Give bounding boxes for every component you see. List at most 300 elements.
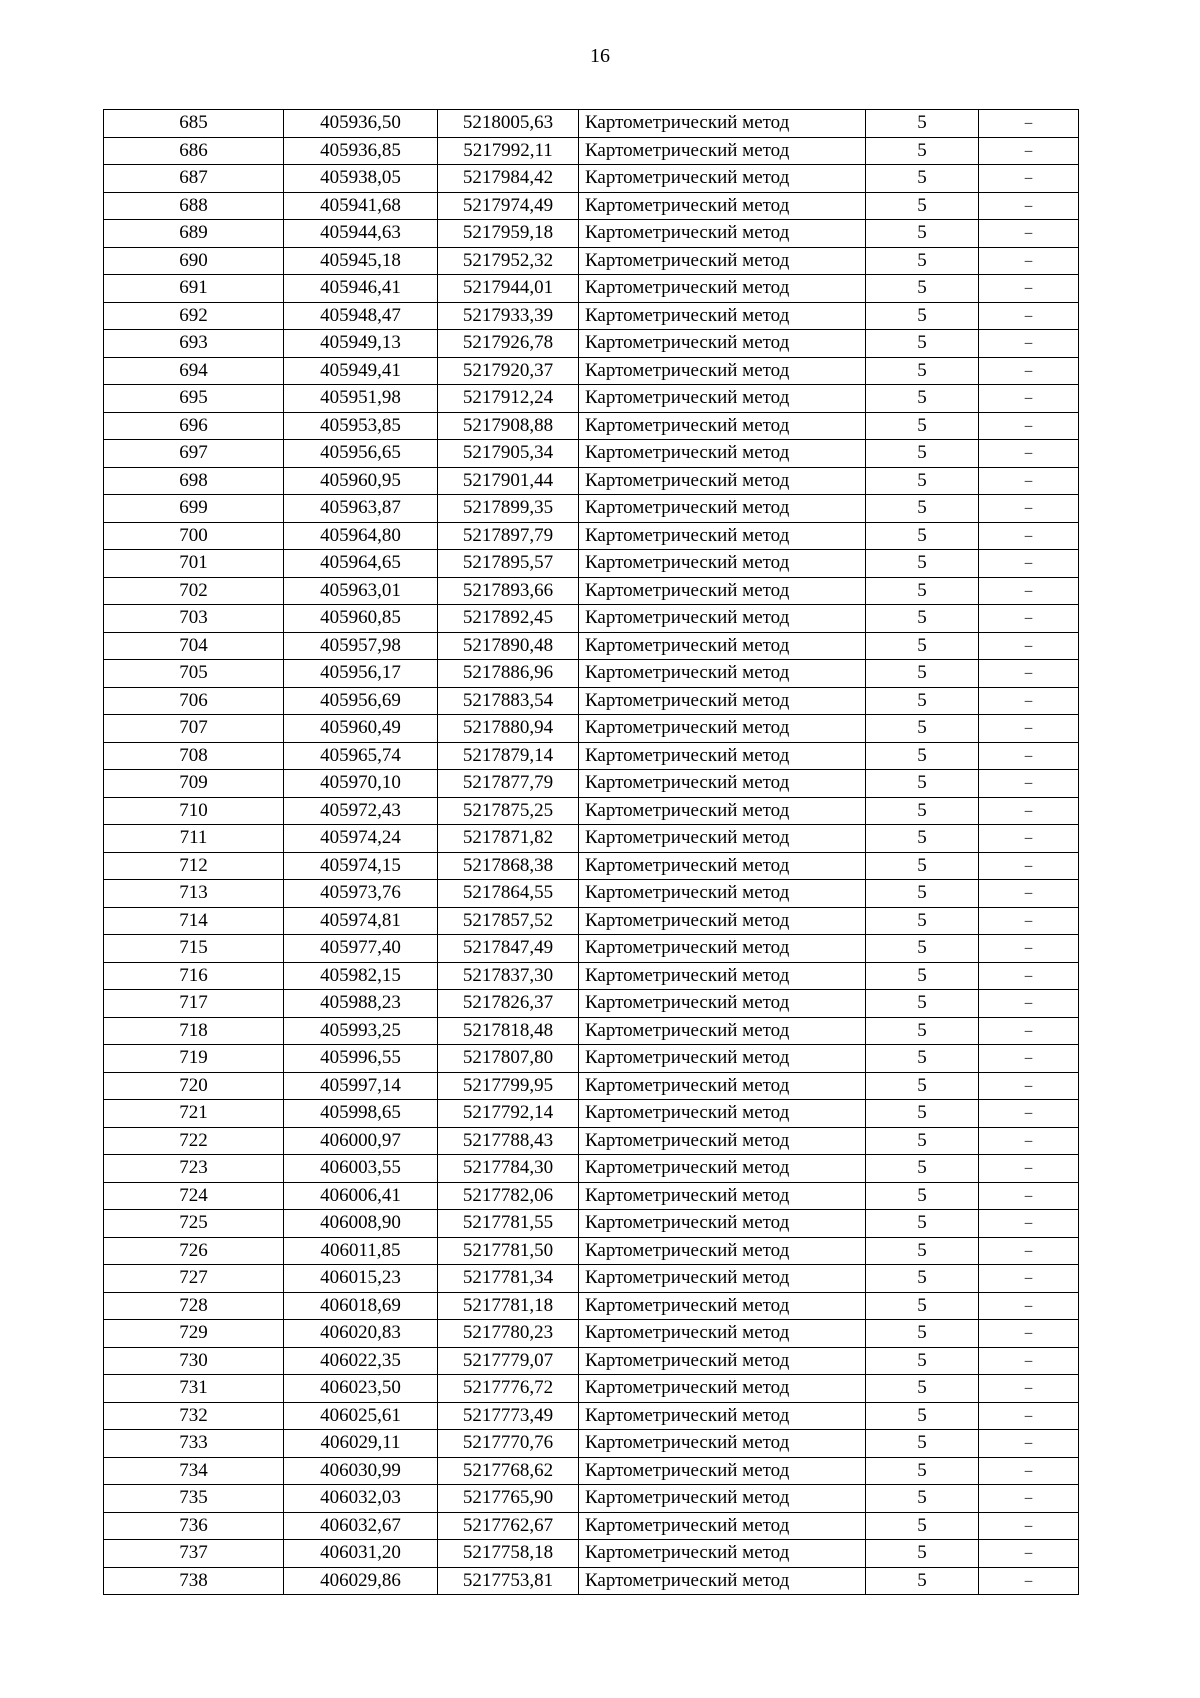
method-cell: Картометрический метод [579, 1100, 866, 1128]
x-coordinate-cell: 406032,67 [284, 1512, 438, 1540]
y-coordinate-cell: 5217890,48 [438, 632, 579, 660]
method-cell: Картометрический метод [579, 962, 866, 990]
table-row [104, 522, 1079, 550]
y-coordinate-cell: 5217893,66 [438, 577, 579, 605]
y-coordinate-cell: 5217758,18 [438, 1540, 579, 1568]
y-coordinate-cell: 5217920,37 [438, 357, 579, 385]
y-coordinate-cell: 5217875,25 [438, 797, 579, 825]
y-coordinate-cell: 5217781,18 [438, 1292, 579, 1320]
table-row [104, 467, 1079, 495]
note-cell: – [979, 1402, 1079, 1430]
point-number-cell: 737 [104, 1540, 284, 1568]
note-cell: – [979, 797, 1079, 825]
table-row [104, 495, 1079, 523]
accuracy-cell: 5 [866, 165, 979, 193]
x-coordinate-cell: 405996,55 [284, 1045, 438, 1073]
accuracy-cell: 5 [866, 1100, 979, 1128]
point-number-cell: 714 [104, 907, 284, 935]
accuracy-cell: 5 [866, 522, 979, 550]
point-number-cell: 698 [104, 467, 284, 495]
accuracy-cell: 5 [866, 907, 979, 935]
y-coordinate-cell: 5217799,95 [438, 1072, 579, 1100]
y-coordinate-cell: 5217952,32 [438, 247, 579, 275]
method-cell: Картометрический метод [579, 632, 866, 660]
point-number-cell: 722 [104, 1127, 284, 1155]
table-row [104, 440, 1079, 468]
x-coordinate-cell: 405936,85 [284, 137, 438, 165]
x-coordinate-cell: 405951,98 [284, 385, 438, 413]
accuracy-cell: 5 [866, 495, 979, 523]
point-number-cell: 725 [104, 1210, 284, 1238]
x-coordinate-cell: 405974,81 [284, 907, 438, 935]
point-number-cell: 723 [104, 1155, 284, 1183]
note-cell: – [979, 137, 1079, 165]
accuracy-cell: 5 [866, 357, 979, 385]
point-number-cell: 703 [104, 605, 284, 633]
method-cell: Картометрический метод [579, 1512, 866, 1540]
point-number-cell: 695 [104, 385, 284, 413]
table-row [104, 770, 1079, 798]
accuracy-cell: 5 [866, 412, 979, 440]
y-coordinate-cell: 5217792,14 [438, 1100, 579, 1128]
note-cell: – [979, 990, 1079, 1018]
method-cell: Картометрический метод [579, 1210, 866, 1238]
coordinates-table [103, 109, 1079, 1595]
note-cell: – [979, 302, 1079, 330]
method-cell: Картометрический метод [579, 1402, 866, 1430]
method-cell: Картометрический метод [579, 1127, 866, 1155]
y-coordinate-cell: 5217933,39 [438, 302, 579, 330]
note-cell: – [979, 1567, 1079, 1595]
note-cell: – [979, 1265, 1079, 1293]
x-coordinate-cell: 406030,99 [284, 1457, 438, 1485]
point-number-cell: 719 [104, 1045, 284, 1073]
y-coordinate-cell: 5217826,37 [438, 990, 579, 1018]
point-number-cell: 692 [104, 302, 284, 330]
method-cell: Картометрический метод [579, 1237, 866, 1265]
x-coordinate-cell: 405949,13 [284, 330, 438, 358]
accuracy-cell: 5 [866, 1182, 979, 1210]
method-cell: Картометрический метод [579, 412, 866, 440]
table-row [104, 605, 1079, 633]
note-cell: – [979, 1485, 1079, 1513]
x-coordinate-cell: 406006,41 [284, 1182, 438, 1210]
y-coordinate-cell: 5217837,30 [438, 962, 579, 990]
point-number-cell: 730 [104, 1347, 284, 1375]
method-cell: Картометрический метод [579, 302, 866, 330]
x-coordinate-cell: 405956,17 [284, 660, 438, 688]
note-cell: – [979, 495, 1079, 523]
x-coordinate-cell: 406015,23 [284, 1265, 438, 1293]
y-coordinate-cell: 5217880,94 [438, 715, 579, 743]
point-number-cell: 711 [104, 825, 284, 853]
accuracy-cell: 5 [866, 330, 979, 358]
x-coordinate-cell: 406032,03 [284, 1485, 438, 1513]
x-coordinate-cell: 405960,85 [284, 605, 438, 633]
point-number-cell: 696 [104, 412, 284, 440]
x-coordinate-cell: 405974,24 [284, 825, 438, 853]
x-coordinate-cell: 405977,40 [284, 935, 438, 963]
x-coordinate-cell: 405993,25 [284, 1017, 438, 1045]
note-cell: – [979, 1127, 1079, 1155]
x-coordinate-cell: 406003,55 [284, 1155, 438, 1183]
x-coordinate-cell: 405938,05 [284, 165, 438, 193]
accuracy-cell: 5 [866, 687, 979, 715]
x-coordinate-cell: 405982,15 [284, 962, 438, 990]
method-cell: Картометрический метод [579, 247, 866, 275]
y-coordinate-cell: 5217901,44 [438, 467, 579, 495]
x-coordinate-cell: 405963,01 [284, 577, 438, 605]
note-cell: – [979, 1237, 1079, 1265]
x-coordinate-cell: 405956,69 [284, 687, 438, 715]
point-number-cell: 707 [104, 715, 284, 743]
y-coordinate-cell: 5217984,42 [438, 165, 579, 193]
method-cell: Картометрический метод [579, 742, 866, 770]
y-coordinate-cell: 5217886,96 [438, 660, 579, 688]
table-row [104, 412, 1079, 440]
accuracy-cell: 5 [866, 1320, 979, 1348]
point-number-cell: 736 [104, 1512, 284, 1540]
point-number-cell: 685 [104, 110, 284, 138]
method-cell: Картометрический метод [579, 907, 866, 935]
y-coordinate-cell: 5217899,35 [438, 495, 579, 523]
table-row [104, 1155, 1079, 1183]
note-cell: – [979, 522, 1079, 550]
table-row [104, 192, 1079, 220]
method-cell: Картометрический метод [579, 1485, 866, 1513]
note-cell: – [979, 1100, 1079, 1128]
table-row [104, 302, 1079, 330]
x-coordinate-cell: 405972,43 [284, 797, 438, 825]
note-cell: – [979, 1155, 1079, 1183]
table-row [104, 110, 1079, 138]
table-row [104, 1127, 1079, 1155]
table-row [104, 1100, 1079, 1128]
accuracy-cell: 5 [866, 990, 979, 1018]
note-cell: – [979, 412, 1079, 440]
method-cell: Картометрический метод [579, 330, 866, 358]
y-coordinate-cell: 5217974,49 [438, 192, 579, 220]
point-number-cell: 728 [104, 1292, 284, 1320]
note-cell: – [979, 192, 1079, 220]
y-coordinate-cell: 5217779,07 [438, 1347, 579, 1375]
y-coordinate-cell: 5217762,67 [438, 1512, 579, 1540]
table-row [104, 247, 1079, 275]
y-coordinate-cell: 5218005,63 [438, 110, 579, 138]
method-cell: Картометрический метод [579, 495, 866, 523]
method-cell: Картометрический метод [579, 1540, 866, 1568]
y-coordinate-cell: 5217847,49 [438, 935, 579, 963]
table-row [104, 137, 1079, 165]
y-coordinate-cell: 5217857,52 [438, 907, 579, 935]
note-cell: – [979, 1320, 1079, 1348]
note-cell: – [979, 962, 1079, 990]
method-cell: Картометрический метод [579, 1292, 866, 1320]
x-coordinate-cell: 405948,47 [284, 302, 438, 330]
accuracy-cell: 5 [866, 1265, 979, 1293]
note-cell: – [979, 852, 1079, 880]
point-number-cell: 705 [104, 660, 284, 688]
note-cell: – [979, 440, 1079, 468]
x-coordinate-cell: 406020,83 [284, 1320, 438, 1348]
x-coordinate-cell: 406008,90 [284, 1210, 438, 1238]
point-number-cell: 733 [104, 1430, 284, 1458]
x-coordinate-cell: 406031,20 [284, 1540, 438, 1568]
accuracy-cell: 5 [866, 467, 979, 495]
x-coordinate-cell: 405970,10 [284, 770, 438, 798]
note-cell: – [979, 220, 1079, 248]
accuracy-cell: 5 [866, 770, 979, 798]
accuracy-cell: 5 [866, 1155, 979, 1183]
table-row [104, 660, 1079, 688]
point-number-cell: 738 [104, 1567, 284, 1595]
table-row [104, 1072, 1079, 1100]
x-coordinate-cell: 406000,97 [284, 1127, 438, 1155]
table-row [104, 825, 1079, 853]
method-cell: Картометрический метод [579, 1457, 866, 1485]
method-cell: Картометрический метод [579, 1567, 866, 1595]
method-cell: Картометрический метод [579, 770, 866, 798]
method-cell: Картометрический метод [579, 1182, 866, 1210]
table-row [104, 852, 1079, 880]
accuracy-cell: 5 [866, 962, 979, 990]
y-coordinate-cell: 5217864,55 [438, 880, 579, 908]
method-cell: Картометрический метод [579, 715, 866, 743]
note-cell: – [979, 467, 1079, 495]
note-cell: – [979, 687, 1079, 715]
y-coordinate-cell: 5217895,57 [438, 550, 579, 578]
x-coordinate-cell: 405960,95 [284, 467, 438, 495]
table-row [104, 797, 1079, 825]
table-row [104, 687, 1079, 715]
table-row [104, 1457, 1079, 1485]
note-cell: – [979, 1182, 1079, 1210]
x-coordinate-cell: 406022,35 [284, 1347, 438, 1375]
method-cell: Картометрический метод [579, 1320, 866, 1348]
note-cell: – [979, 550, 1079, 578]
point-number-cell: 694 [104, 357, 284, 385]
method-cell: Картометрический метод [579, 990, 866, 1018]
y-coordinate-cell: 5217877,79 [438, 770, 579, 798]
table-row [104, 1265, 1079, 1293]
table-row [104, 880, 1079, 908]
y-coordinate-cell: 5217776,72 [438, 1375, 579, 1403]
point-number-cell: 708 [104, 742, 284, 770]
table-row [104, 907, 1079, 935]
y-coordinate-cell: 5217868,38 [438, 852, 579, 880]
accuracy-cell: 5 [866, 715, 979, 743]
table-row [104, 1320, 1079, 1348]
point-number-cell: 687 [104, 165, 284, 193]
method-cell: Картометрический метод [579, 357, 866, 385]
accuracy-cell: 5 [866, 825, 979, 853]
method-cell: Картометрический метод [579, 440, 866, 468]
note-cell: – [979, 1292, 1079, 1320]
x-coordinate-cell: 405936,50 [284, 110, 438, 138]
point-number-cell: 724 [104, 1182, 284, 1210]
table-row [104, 962, 1079, 990]
accuracy-cell: 5 [866, 1072, 979, 1100]
method-cell: Картометрический метод [579, 192, 866, 220]
method-cell: Картометрический метод [579, 385, 866, 413]
x-coordinate-cell: 405988,23 [284, 990, 438, 1018]
y-coordinate-cell: 5217818,48 [438, 1017, 579, 1045]
point-number-cell: 689 [104, 220, 284, 248]
accuracy-cell: 5 [866, 220, 979, 248]
table-row [104, 1292, 1079, 1320]
y-coordinate-cell: 5217781,55 [438, 1210, 579, 1238]
y-coordinate-cell: 5217781,34 [438, 1265, 579, 1293]
method-cell: Картометрический метод [579, 522, 866, 550]
note-cell: – [979, 742, 1079, 770]
note-cell: – [979, 247, 1079, 275]
x-coordinate-cell: 405963,87 [284, 495, 438, 523]
method-cell: Картометрический метод [579, 467, 866, 495]
note-cell: – [979, 1457, 1079, 1485]
y-coordinate-cell: 5217773,49 [438, 1402, 579, 1430]
accuracy-cell: 5 [866, 1485, 979, 1513]
note-cell: – [979, 907, 1079, 935]
accuracy-cell: 5 [866, 275, 979, 303]
accuracy-cell: 5 [866, 1292, 979, 1320]
accuracy-cell: 5 [866, 1347, 979, 1375]
accuracy-cell: 5 [866, 1540, 979, 1568]
point-number-cell: 691 [104, 275, 284, 303]
y-coordinate-cell: 5217944,01 [438, 275, 579, 303]
y-coordinate-cell: 5217871,82 [438, 825, 579, 853]
table-row [104, 385, 1079, 413]
table-row [104, 1485, 1079, 1513]
table-row [104, 165, 1079, 193]
accuracy-cell: 5 [866, 137, 979, 165]
x-coordinate-cell: 405997,14 [284, 1072, 438, 1100]
point-number-cell: 732 [104, 1402, 284, 1430]
x-coordinate-cell: 405953,85 [284, 412, 438, 440]
note-cell: – [979, 1017, 1079, 1045]
accuracy-cell: 5 [866, 1567, 979, 1595]
note-cell: – [979, 1210, 1079, 1238]
accuracy-cell: 5 [866, 797, 979, 825]
y-coordinate-cell: 5217883,54 [438, 687, 579, 715]
accuracy-cell: 5 [866, 192, 979, 220]
table-row [104, 990, 1079, 1018]
table-row [104, 1512, 1079, 1540]
method-cell: Картометрический метод [579, 825, 866, 853]
accuracy-cell: 5 [866, 1430, 979, 1458]
point-number-cell: 693 [104, 330, 284, 358]
accuracy-cell: 5 [866, 1402, 979, 1430]
table-row [104, 935, 1079, 963]
method-cell: Картометрический метод [579, 1072, 866, 1100]
table-row [104, 1567, 1079, 1595]
y-coordinate-cell: 5217768,62 [438, 1457, 579, 1485]
accuracy-cell: 5 [866, 1457, 979, 1485]
table-row [104, 577, 1079, 605]
note-cell: – [979, 330, 1079, 358]
point-number-cell: 690 [104, 247, 284, 275]
note-cell: – [979, 660, 1079, 688]
method-cell: Картометрический метод [579, 1155, 866, 1183]
x-coordinate-cell: 405973,76 [284, 880, 438, 908]
point-number-cell: 716 [104, 962, 284, 990]
note-cell: – [979, 825, 1079, 853]
table-row [104, 1182, 1079, 1210]
note-cell: – [979, 110, 1079, 138]
point-number-cell: 717 [104, 990, 284, 1018]
table-row [104, 1347, 1079, 1375]
accuracy-cell: 5 [866, 1017, 979, 1045]
method-cell: Картометрический метод [579, 852, 866, 880]
table-row [104, 330, 1079, 358]
table-row [104, 275, 1079, 303]
accuracy-cell: 5 [866, 935, 979, 963]
table-row [104, 632, 1079, 660]
point-number-cell: 729 [104, 1320, 284, 1348]
point-number-cell: 702 [104, 577, 284, 605]
y-coordinate-cell: 5217784,30 [438, 1155, 579, 1183]
table-row [104, 550, 1079, 578]
method-cell: Картометрический метод [579, 275, 866, 303]
point-number-cell: 718 [104, 1017, 284, 1045]
table-row [104, 1540, 1079, 1568]
accuracy-cell: 5 [866, 1127, 979, 1155]
x-coordinate-cell: 405946,41 [284, 275, 438, 303]
x-coordinate-cell: 405998,65 [284, 1100, 438, 1128]
note-cell: – [979, 357, 1079, 385]
accuracy-cell: 5 [866, 1237, 979, 1265]
x-coordinate-cell: 406025,61 [284, 1402, 438, 1430]
method-cell: Картометрический метод [579, 137, 866, 165]
accuracy-cell: 5 [866, 577, 979, 605]
accuracy-cell: 5 [866, 1210, 979, 1238]
y-coordinate-cell: 5217959,18 [438, 220, 579, 248]
method-cell: Картометрический метод [579, 1045, 866, 1073]
point-number-cell: 686 [104, 137, 284, 165]
method-cell: Картометрический метод [579, 1430, 866, 1458]
note-cell: – [979, 605, 1079, 633]
y-coordinate-cell: 5217897,79 [438, 522, 579, 550]
point-number-cell: 709 [104, 770, 284, 798]
accuracy-cell: 5 [866, 550, 979, 578]
table-row [104, 1017, 1079, 1045]
accuracy-cell: 5 [866, 632, 979, 660]
note-cell: – [979, 275, 1079, 303]
coordinates-table-body [104, 110, 1079, 1595]
point-number-cell: 734 [104, 1457, 284, 1485]
point-number-cell: 706 [104, 687, 284, 715]
point-number-cell: 726 [104, 1237, 284, 1265]
y-coordinate-cell: 5217912,24 [438, 385, 579, 413]
x-coordinate-cell: 405949,41 [284, 357, 438, 385]
method-cell: Картометрический метод [579, 880, 866, 908]
x-coordinate-cell: 405945,18 [284, 247, 438, 275]
method-cell: Картометрический метод [579, 660, 866, 688]
table-row [104, 1430, 1079, 1458]
accuracy-cell: 5 [866, 1375, 979, 1403]
x-coordinate-cell: 405965,74 [284, 742, 438, 770]
point-number-cell: 704 [104, 632, 284, 660]
point-number-cell: 697 [104, 440, 284, 468]
point-number-cell: 699 [104, 495, 284, 523]
method-cell: Картометрический метод [579, 1017, 866, 1045]
point-number-cell: 688 [104, 192, 284, 220]
x-coordinate-cell: 406011,85 [284, 1237, 438, 1265]
method-cell: Картометрический метод [579, 1265, 866, 1293]
method-cell: Картометрический метод [579, 935, 866, 963]
note-cell: – [979, 880, 1079, 908]
point-number-cell: 701 [104, 550, 284, 578]
x-coordinate-cell: 406029,11 [284, 1430, 438, 1458]
